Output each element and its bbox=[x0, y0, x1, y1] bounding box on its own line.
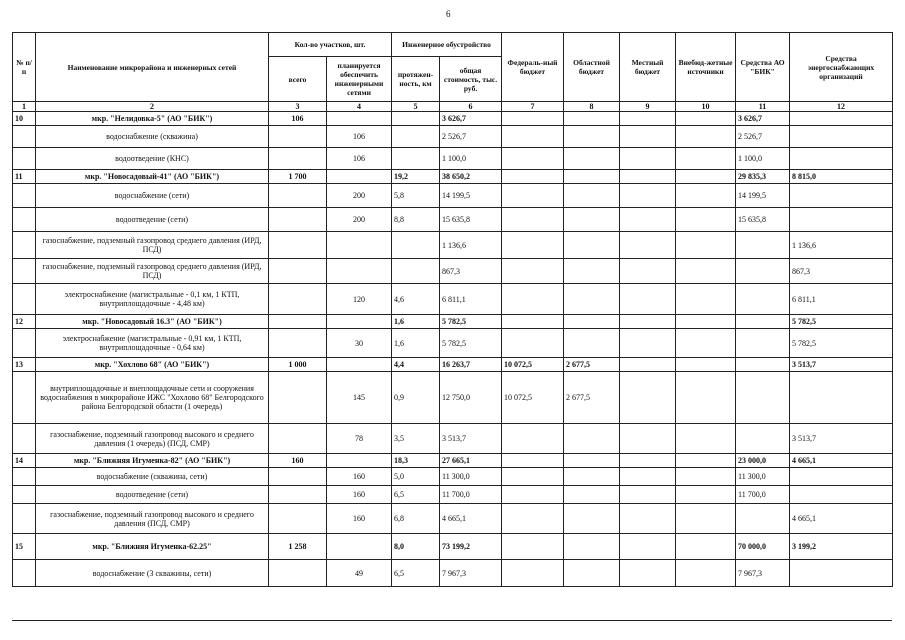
length-km-cell: 8,0 bbox=[392, 534, 440, 560]
item-name-cell: водоснабжение (скважина) bbox=[36, 126, 269, 148]
plots-total-cell: 1 258 bbox=[269, 534, 327, 560]
district-row bbox=[13, 454, 893, 468]
federal-budget-cell bbox=[502, 259, 564, 284]
local-budget-cell bbox=[620, 148, 676, 170]
local-budget-cell bbox=[620, 486, 676, 504]
length-km-cell: 5,0 bbox=[392, 468, 440, 486]
row-number-cell: 13 bbox=[13, 358, 36, 372]
length-km-cell: 4,6 bbox=[392, 284, 440, 315]
regional-budget-cell bbox=[564, 259, 620, 284]
federal-budget-cell bbox=[502, 504, 564, 534]
plots-planned-cell: 160 bbox=[327, 486, 392, 504]
item-name-cell: мкр. "Нелидовка-5" (АО "БИК") bbox=[36, 112, 269, 126]
federal-budget-cell bbox=[502, 315, 564, 329]
plots-total-cell bbox=[269, 424, 327, 454]
bik-funds-cell bbox=[736, 504, 790, 534]
length-km-cell: 19,2 bbox=[392, 170, 440, 184]
row-number-cell bbox=[13, 208, 36, 232]
column-number: 11 bbox=[736, 102, 790, 112]
total-cost-cell: 2 526,7 bbox=[440, 126, 502, 148]
plots-planned-cell: 49 bbox=[327, 560, 392, 587]
energy-funds-cell: 5 782,5 bbox=[790, 315, 893, 329]
column-number: 2 bbox=[36, 102, 269, 112]
local-budget-cell bbox=[620, 184, 676, 208]
header-energy: Средства энергоснабжающих организаций bbox=[790, 33, 893, 102]
item-name-cell: водоотведение (КНС) bbox=[36, 148, 269, 170]
total-cost-cell: 14 199,5 bbox=[440, 184, 502, 208]
local-budget-cell bbox=[620, 315, 676, 329]
header-bik: Средства АО "БИК" bbox=[736, 33, 790, 102]
investment-table bbox=[12, 32, 893, 587]
regional-budget-cell bbox=[564, 560, 620, 587]
regional-budget-cell bbox=[564, 424, 620, 454]
federal-budget-cell bbox=[502, 534, 564, 560]
total-cost-cell: 867,3 bbox=[440, 259, 502, 284]
plots-total-cell bbox=[269, 126, 327, 148]
network-row bbox=[13, 372, 893, 424]
plots-planned-cell: 200 bbox=[327, 184, 392, 208]
bik-funds-cell: 11 300,0 bbox=[736, 468, 790, 486]
offbudget-sources-cell bbox=[676, 315, 736, 329]
bik-funds-cell bbox=[736, 232, 790, 259]
bik-funds-cell bbox=[736, 315, 790, 329]
length-km-cell: 0,9 bbox=[392, 372, 440, 424]
plots-planned-cell: 200 bbox=[327, 208, 392, 232]
federal-budget-cell bbox=[502, 148, 564, 170]
column-number: 4 bbox=[327, 102, 392, 112]
regional-budget-cell: 2 677,5 bbox=[564, 358, 620, 372]
plots-planned-cell: 120 bbox=[327, 284, 392, 315]
item-name-cell: мкр. "Хохлово 68" (АО "БИК") bbox=[36, 358, 269, 372]
regional-budget-cell bbox=[564, 126, 620, 148]
energy-funds-cell bbox=[790, 208, 893, 232]
plots-planned-cell bbox=[327, 358, 392, 372]
offbudget-sources-cell bbox=[676, 148, 736, 170]
energy-funds-cell bbox=[790, 468, 893, 486]
column-number: 3 bbox=[269, 102, 327, 112]
length-km-cell bbox=[392, 259, 440, 284]
bik-funds-cell: 14 199,5 bbox=[736, 184, 790, 208]
offbudget-sources-cell bbox=[676, 372, 736, 424]
local-budget-cell bbox=[620, 112, 676, 126]
item-name-cell: водоснабжение (скважина, сети) bbox=[36, 468, 269, 486]
plots-total-cell bbox=[269, 148, 327, 170]
plots-total-cell: 160 bbox=[269, 454, 327, 468]
column-number: 9 bbox=[620, 102, 676, 112]
column-number: 6 bbox=[440, 102, 502, 112]
row-number-cell bbox=[13, 372, 36, 424]
row-number-cell bbox=[13, 126, 36, 148]
item-name-cell: электроснабжение (магистральные - 0,91 км, 1 КТП, внутриплощадочные - 0,64 км) bbox=[36, 329, 269, 358]
energy-funds-cell bbox=[790, 184, 893, 208]
row-number-cell bbox=[13, 284, 36, 315]
regional-budget-cell bbox=[564, 329, 620, 358]
header-regional: Областной бюджет bbox=[564, 33, 620, 102]
row-number-cell bbox=[13, 259, 36, 284]
regional-budget-cell bbox=[564, 534, 620, 560]
regional-budget-cell bbox=[564, 148, 620, 170]
energy-funds-cell bbox=[790, 112, 893, 126]
header-name: Наименование микрорайона и инженерных сетей bbox=[36, 33, 269, 102]
district-row bbox=[13, 112, 893, 126]
energy-funds-cell: 3 199,2 bbox=[790, 534, 893, 560]
item-name-cell: внутриплощадочные и внеплощадочные сети и сооружения водоснабжения в микрорайоне ИЖС "Хохлово 68" Белгородского района Белгородской области (1 очередь) bbox=[36, 372, 269, 424]
plots-total-cell bbox=[269, 315, 327, 329]
header-plots-total: всего bbox=[269, 57, 327, 102]
network-row bbox=[13, 284, 893, 315]
total-cost-cell: 27 665,1 bbox=[440, 454, 502, 468]
bik-funds-cell bbox=[736, 329, 790, 358]
offbudget-sources-cell bbox=[676, 534, 736, 560]
federal-budget-cell bbox=[502, 454, 564, 468]
federal-budget-cell bbox=[502, 486, 564, 504]
energy-funds-cell bbox=[790, 148, 893, 170]
plots-total-cell: 1 000 bbox=[269, 358, 327, 372]
plots-planned-cell bbox=[327, 259, 392, 284]
total-cost-cell: 16 263,7 bbox=[440, 358, 502, 372]
energy-funds-cell bbox=[790, 372, 893, 424]
item-name-cell: электроснабжение (магистральные - 0,1 км, 1 КТП, внутриплощадочные - 4,48 км) bbox=[36, 284, 269, 315]
item-name-cell: водоснабжение (сети) bbox=[36, 184, 269, 208]
plots-planned-cell: 106 bbox=[327, 126, 392, 148]
row-number-cell bbox=[13, 329, 36, 358]
row-number-cell: 10 bbox=[13, 112, 36, 126]
regional-budget-cell: 2 677,5 bbox=[564, 372, 620, 424]
offbudget-sources-cell bbox=[676, 112, 736, 126]
length-km-cell bbox=[392, 148, 440, 170]
item-name-cell: мкр. "Новосадовый 16.3" (АО "БИК") bbox=[36, 315, 269, 329]
bik-funds-cell: 23 000,0 bbox=[736, 454, 790, 468]
network-row bbox=[13, 329, 893, 358]
regional-budget-cell bbox=[564, 232, 620, 259]
regional-budget-cell bbox=[564, 184, 620, 208]
network-row bbox=[13, 486, 893, 504]
plots-total-cell bbox=[269, 468, 327, 486]
bik-funds-cell: 2 526,7 bbox=[736, 126, 790, 148]
bik-funds-cell: 3 626,7 bbox=[736, 112, 790, 126]
length-km-cell bbox=[392, 232, 440, 259]
energy-funds-cell: 8 815,0 bbox=[790, 170, 893, 184]
total-cost-cell: 11 300,0 bbox=[440, 468, 502, 486]
length-km-cell: 6,5 bbox=[392, 486, 440, 504]
item-name-cell: газоснабжение, подземный газопровод высокого и среднего давления (1 очередь) (ПСД, СМР) bbox=[36, 424, 269, 454]
row-number-cell: 14 bbox=[13, 454, 36, 468]
total-cost-cell: 5 782,5 bbox=[440, 329, 502, 358]
federal-budget-cell: 10 072,5 bbox=[502, 358, 564, 372]
header-federal: Федераль-ный бюджет bbox=[502, 33, 564, 102]
local-budget-cell bbox=[620, 126, 676, 148]
offbudget-sources-cell bbox=[676, 560, 736, 587]
column-number: 10 bbox=[676, 102, 736, 112]
bik-funds-cell bbox=[736, 372, 790, 424]
header-local: Местный бюджет bbox=[620, 33, 676, 102]
header-plots-planned: планируется обеспечить инженерными сетями bbox=[327, 57, 392, 102]
district-row bbox=[13, 358, 893, 372]
network-row bbox=[13, 232, 893, 259]
offbudget-sources-cell bbox=[676, 454, 736, 468]
offbudget-sources-cell bbox=[676, 424, 736, 454]
bik-funds-cell: 7 967,3 bbox=[736, 560, 790, 587]
total-cost-cell: 4 665,1 bbox=[440, 504, 502, 534]
regional-budget-cell bbox=[564, 468, 620, 486]
bik-funds-cell bbox=[736, 284, 790, 315]
energy-funds-cell: 3 513,7 bbox=[790, 424, 893, 454]
bik-funds-cell bbox=[736, 259, 790, 284]
plots-planned-cell: 106 bbox=[327, 148, 392, 170]
energy-funds-cell bbox=[790, 486, 893, 504]
total-cost-cell: 7 967,3 bbox=[440, 560, 502, 587]
column-number: 1 bbox=[13, 102, 36, 112]
item-name-cell: мкр. "Новосадовый-41" (АО "БИК") bbox=[36, 170, 269, 184]
row-number-cell bbox=[13, 232, 36, 259]
regional-budget-cell bbox=[564, 208, 620, 232]
row-number-cell: 12 bbox=[13, 315, 36, 329]
energy-funds-cell bbox=[790, 126, 893, 148]
item-name-cell: водоотведение (сети) bbox=[36, 486, 269, 504]
regional-budget-cell bbox=[564, 170, 620, 184]
plots-total-cell bbox=[269, 372, 327, 424]
regional-budget-cell bbox=[564, 486, 620, 504]
plots-planned-cell: 160 bbox=[327, 468, 392, 486]
local-budget-cell bbox=[620, 259, 676, 284]
local-budget-cell bbox=[620, 284, 676, 315]
length-km-cell bbox=[392, 112, 440, 126]
row-number-cell bbox=[13, 148, 36, 170]
length-km-cell: 3,5 bbox=[392, 424, 440, 454]
total-cost-cell: 3 626,7 bbox=[440, 112, 502, 126]
bik-funds-cell: 15 635,8 bbox=[736, 208, 790, 232]
network-row bbox=[13, 424, 893, 454]
energy-funds-cell: 3 513,7 bbox=[790, 358, 893, 372]
offbudget-sources-cell bbox=[676, 170, 736, 184]
plots-planned-cell: 78 bbox=[327, 424, 392, 454]
length-km-cell: 1,6 bbox=[392, 329, 440, 358]
column-number-row bbox=[13, 102, 893, 112]
length-km-cell: 6,8 bbox=[392, 504, 440, 534]
length-km-cell: 4,4 bbox=[392, 358, 440, 372]
plots-planned-cell bbox=[327, 232, 392, 259]
header-offbudget: Внебюд-жетные источники bbox=[676, 33, 736, 102]
energy-funds-cell: 867,3 bbox=[790, 259, 893, 284]
local-budget-cell bbox=[620, 208, 676, 232]
row-number-cell bbox=[13, 424, 36, 454]
row-number-cell bbox=[13, 184, 36, 208]
item-name-cell: газоснабжение, подземный газопровод среднего давления (ИРД, ПСД) bbox=[36, 259, 269, 284]
plots-total-cell bbox=[269, 184, 327, 208]
offbudget-sources-cell bbox=[676, 184, 736, 208]
item-name-cell: водоотведение (сети) bbox=[36, 208, 269, 232]
plots-planned-cell bbox=[327, 170, 392, 184]
item-name-cell: мкр. "Ближняя Игуменка-82" (АО "БИК") bbox=[36, 454, 269, 468]
header-plots: Кол-во участков, шт. bbox=[269, 33, 392, 57]
total-cost-cell: 73 199,2 bbox=[440, 534, 502, 560]
federal-budget-cell bbox=[502, 284, 564, 315]
federal-budget-cell bbox=[502, 184, 564, 208]
length-km-cell: 5,8 bbox=[392, 184, 440, 208]
length-km-cell: 18,3 bbox=[392, 454, 440, 468]
federal-budget-cell bbox=[502, 329, 564, 358]
row-number-cell: 15 bbox=[13, 534, 36, 560]
row-number-cell: 11 bbox=[13, 170, 36, 184]
row-number-cell bbox=[13, 504, 36, 534]
regional-budget-cell bbox=[564, 315, 620, 329]
federal-budget-cell bbox=[502, 424, 564, 454]
plots-total-cell bbox=[269, 232, 327, 259]
row-number-cell bbox=[13, 560, 36, 587]
offbudget-sources-cell bbox=[676, 284, 736, 315]
federal-budget-cell bbox=[502, 112, 564, 126]
bik-funds-cell bbox=[736, 424, 790, 454]
page-bottom-rule bbox=[12, 620, 892, 621]
regional-budget-cell bbox=[564, 112, 620, 126]
total-cost-cell: 1 100,0 bbox=[440, 148, 502, 170]
total-cost-cell: 15 635,8 bbox=[440, 208, 502, 232]
offbudget-sources-cell bbox=[676, 468, 736, 486]
row-number-cell bbox=[13, 468, 36, 486]
plots-planned-cell bbox=[327, 534, 392, 560]
item-name-cell: водоснабжение (3 скважины, сети) bbox=[36, 560, 269, 587]
local-budget-cell bbox=[620, 560, 676, 587]
total-cost-cell: 1 136,6 bbox=[440, 232, 502, 259]
plots-total-cell bbox=[269, 329, 327, 358]
offbudget-sources-cell bbox=[676, 358, 736, 372]
regional-budget-cell bbox=[564, 504, 620, 534]
federal-budget-cell bbox=[502, 208, 564, 232]
header-length: протяжен-ность, км bbox=[392, 57, 440, 102]
header-cost: общая стоимость, тыс. руб. bbox=[440, 57, 502, 102]
plots-total-cell bbox=[269, 284, 327, 315]
energy-funds-cell bbox=[790, 560, 893, 587]
local-budget-cell bbox=[620, 454, 676, 468]
energy-funds-cell: 1 136,6 bbox=[790, 232, 893, 259]
local-budget-cell bbox=[620, 504, 676, 534]
offbudget-sources-cell bbox=[676, 259, 736, 284]
bik-funds-cell: 70 000,0 bbox=[736, 534, 790, 560]
row-number-cell bbox=[13, 486, 36, 504]
federal-budget-cell bbox=[502, 170, 564, 184]
column-number: 12 bbox=[790, 102, 893, 112]
local-budget-cell bbox=[620, 534, 676, 560]
regional-budget-cell bbox=[564, 284, 620, 315]
district-row bbox=[13, 315, 893, 329]
page-number: 6 bbox=[446, 9, 451, 19]
offbudget-sources-cell bbox=[676, 504, 736, 534]
regional-budget-cell bbox=[564, 454, 620, 468]
federal-budget-cell bbox=[502, 468, 564, 486]
offbudget-sources-cell bbox=[676, 208, 736, 232]
column-number: 8 bbox=[564, 102, 620, 112]
energy-funds-cell: 4 665,1 bbox=[790, 454, 893, 468]
network-row bbox=[13, 504, 893, 534]
federal-budget-cell bbox=[502, 126, 564, 148]
plots-total-cell: 1 700 bbox=[269, 170, 327, 184]
network-row bbox=[13, 148, 893, 170]
network-row bbox=[13, 560, 893, 587]
bik-funds-cell: 29 835,3 bbox=[736, 170, 790, 184]
plots-total-cell bbox=[269, 560, 327, 587]
total-cost-cell: 12 750,0 bbox=[440, 372, 502, 424]
local-budget-cell bbox=[620, 170, 676, 184]
total-cost-cell: 38 650,2 bbox=[440, 170, 502, 184]
total-cost-cell: 6 811,1 bbox=[440, 284, 502, 315]
district-row bbox=[13, 170, 893, 184]
plots-total-cell: 106 bbox=[269, 112, 327, 126]
local-budget-cell bbox=[620, 372, 676, 424]
federal-budget-cell: 10 072,5 bbox=[502, 372, 564, 424]
column-number: 7 bbox=[502, 102, 564, 112]
local-budget-cell bbox=[620, 232, 676, 259]
item-name-cell: газоснабжение, подземный газопровод высокого и среднего давления (ПСД, СМР) bbox=[36, 504, 269, 534]
plots-planned-cell bbox=[327, 112, 392, 126]
total-cost-cell: 5 782,5 bbox=[440, 315, 502, 329]
energy-funds-cell: 6 811,1 bbox=[790, 284, 893, 315]
local-budget-cell bbox=[620, 358, 676, 372]
bik-funds-cell: 11 700,0 bbox=[736, 486, 790, 504]
network-row bbox=[13, 259, 893, 284]
offbudget-sources-cell bbox=[676, 126, 736, 148]
total-cost-cell: 11 700,0 bbox=[440, 486, 502, 504]
local-budget-cell bbox=[620, 329, 676, 358]
column-number: 5 bbox=[392, 102, 440, 112]
item-name-cell: мкр. "Ближняя Игуменка-62.25" bbox=[36, 534, 269, 560]
local-budget-cell bbox=[620, 468, 676, 486]
offbudget-sources-cell bbox=[676, 329, 736, 358]
header-engineering: Инженерное обустройство bbox=[392, 33, 502, 57]
plots-total-cell bbox=[269, 259, 327, 284]
offbudget-sources-cell bbox=[676, 486, 736, 504]
total-cost-cell: 3 513,7 bbox=[440, 424, 502, 454]
length-km-cell: 6,5 bbox=[392, 560, 440, 587]
plots-total-cell bbox=[269, 486, 327, 504]
length-km-cell: 1,6 bbox=[392, 315, 440, 329]
plots-total-cell bbox=[269, 208, 327, 232]
plots-planned-cell: 145 bbox=[327, 372, 392, 424]
federal-budget-cell bbox=[502, 560, 564, 587]
offbudget-sources-cell bbox=[676, 232, 736, 259]
network-row bbox=[13, 208, 893, 232]
plots-total-cell bbox=[269, 504, 327, 534]
bik-funds-cell bbox=[736, 358, 790, 372]
energy-funds-cell: 4 665,1 bbox=[790, 504, 893, 534]
plots-planned-cell bbox=[327, 454, 392, 468]
bik-funds-cell: 1 100,0 bbox=[736, 148, 790, 170]
length-km-cell: 8,8 bbox=[392, 208, 440, 232]
plots-planned-cell: 160 bbox=[327, 504, 392, 534]
plots-planned-cell: 30 bbox=[327, 329, 392, 358]
federal-budget-cell bbox=[502, 232, 564, 259]
network-row bbox=[13, 468, 893, 486]
energy-funds-cell: 5 782,5 bbox=[790, 329, 893, 358]
header-num: № п/п bbox=[13, 33, 36, 102]
plots-planned-cell bbox=[327, 315, 392, 329]
item-name-cell: газоснабжение, подземный газопровод среднего давления (ИРД, ПСД) bbox=[36, 232, 269, 259]
local-budget-cell bbox=[620, 424, 676, 454]
district-row bbox=[13, 534, 893, 560]
network-row bbox=[13, 126, 893, 148]
length-km-cell bbox=[392, 126, 440, 148]
network-row bbox=[13, 184, 893, 208]
